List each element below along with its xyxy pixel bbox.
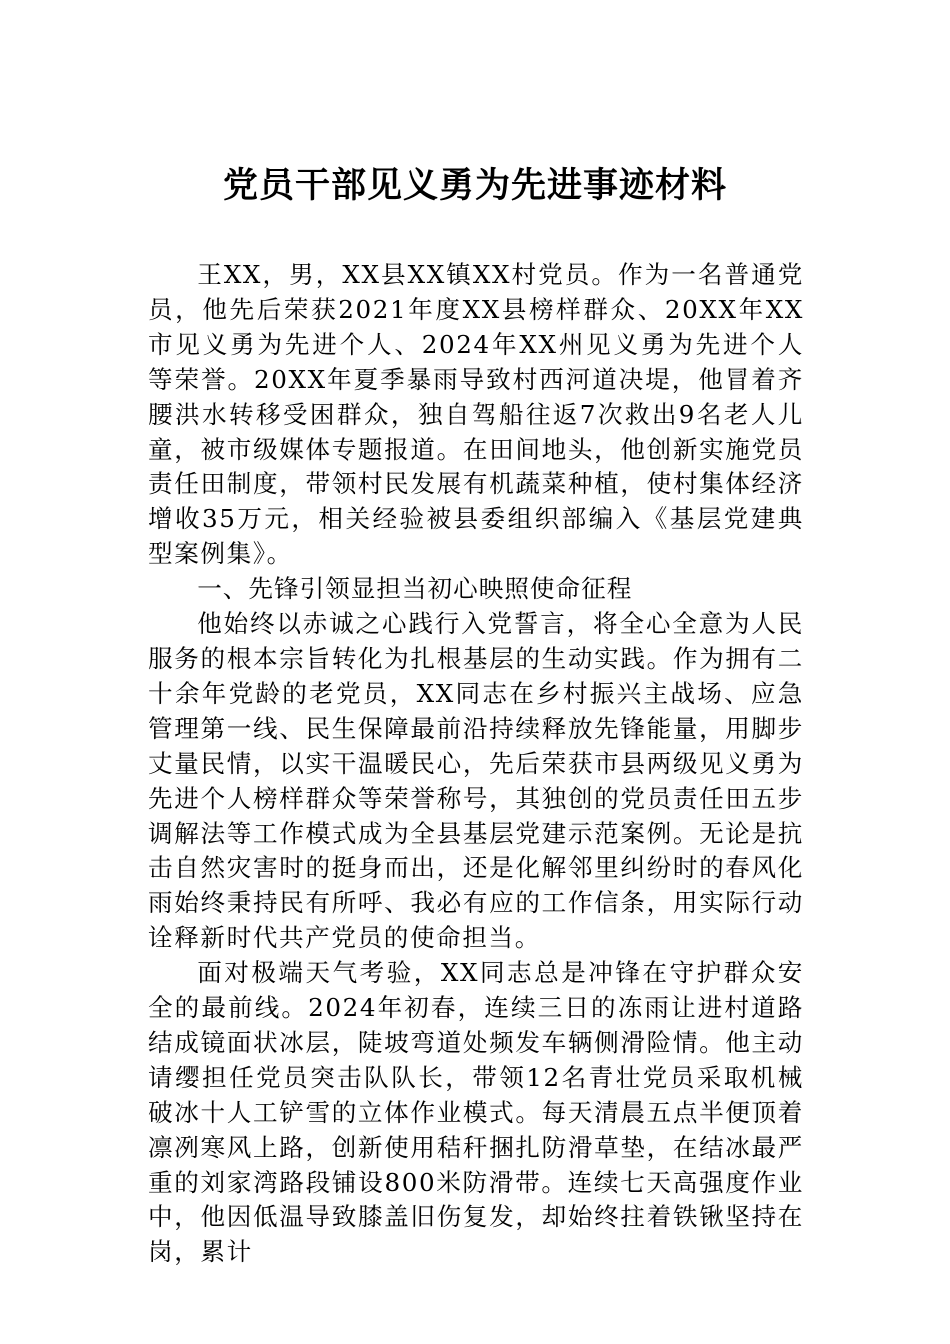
- intro-paragraph: 王XX，男，XX县XX镇XX村党员。作为一名普通党员，他先后荣获2021年度XX县榜样群众、20XX年XX市见义勇为先进个人、2024年XX州见义勇为先进个人等荣誉。20XX年夏季暴雨导致村西河道决堤，他冒着齐腰洪水转移受困群众，独自驾船往返7次救出9名老人儿童，被市级媒体专题报道。在田间地头，他创新实施党员责任田制度，带领村民发展有机蔬菜种植，使村集体经济增收35万元，相关经验被县委组织部编入《基层党建典型案例集》。: [148, 260, 804, 569]
- section-heading: 一、先锋引领显担当初心映照使命征程: [197, 574, 633, 604]
- section-paragraph: 面对极端天气考验，XX同志总是冲锋在守护群众安全的最前线。2024年初春，连续三日的冻雨让进村道路结成镜面状冰层，陡坡弯道处频发车辆侧滑险情。他主动请缨担任党员突击队队长，带领12名青壮党员采取机械破冰十人工铲雪的立体作业模式。每天清晨五点半便顶着凛冽寒风上路，创新使用秸秆捆扎防滑草垫，在结冰最严重的刘家湾路段铺设800米防滑带。连续七天高强度作业中，他因低温导致膝盖旧伤复发，却始终拄着铁锹坚持在岗，累计: [148, 958, 804, 1267]
- document-body: [148, 258, 804, 1270]
- section-paragraph: 他始终以赤诚之心践行入党誓言，将全心全意为人民服务的根本宗旨转化为扎根基层的生动实践。作为拥有二十余年党龄的老党员，XX同志在乡村振兴主战场、应急管理第一线、民生保障最前沿持续释放先锋能量，用脚步丈量民情，以实干温暖民心，先后荣获市县两级见义勇为先进个人榜样群众等荣誉称号，其独创的党员责任田五步调解法等工作模式成为全县基层党建示范案例。无论是抗击自然灾害时的挺身而出，还是化解邻里纠纷时的春风化雨始终秉持民有所呼、我必有应的工作信条，用实际行动诠释新时代共产党员的使命担当。: [148, 609, 804, 953]
- document-title: 党员干部见义勇为先进事迹材料: [222, 165, 727, 206]
